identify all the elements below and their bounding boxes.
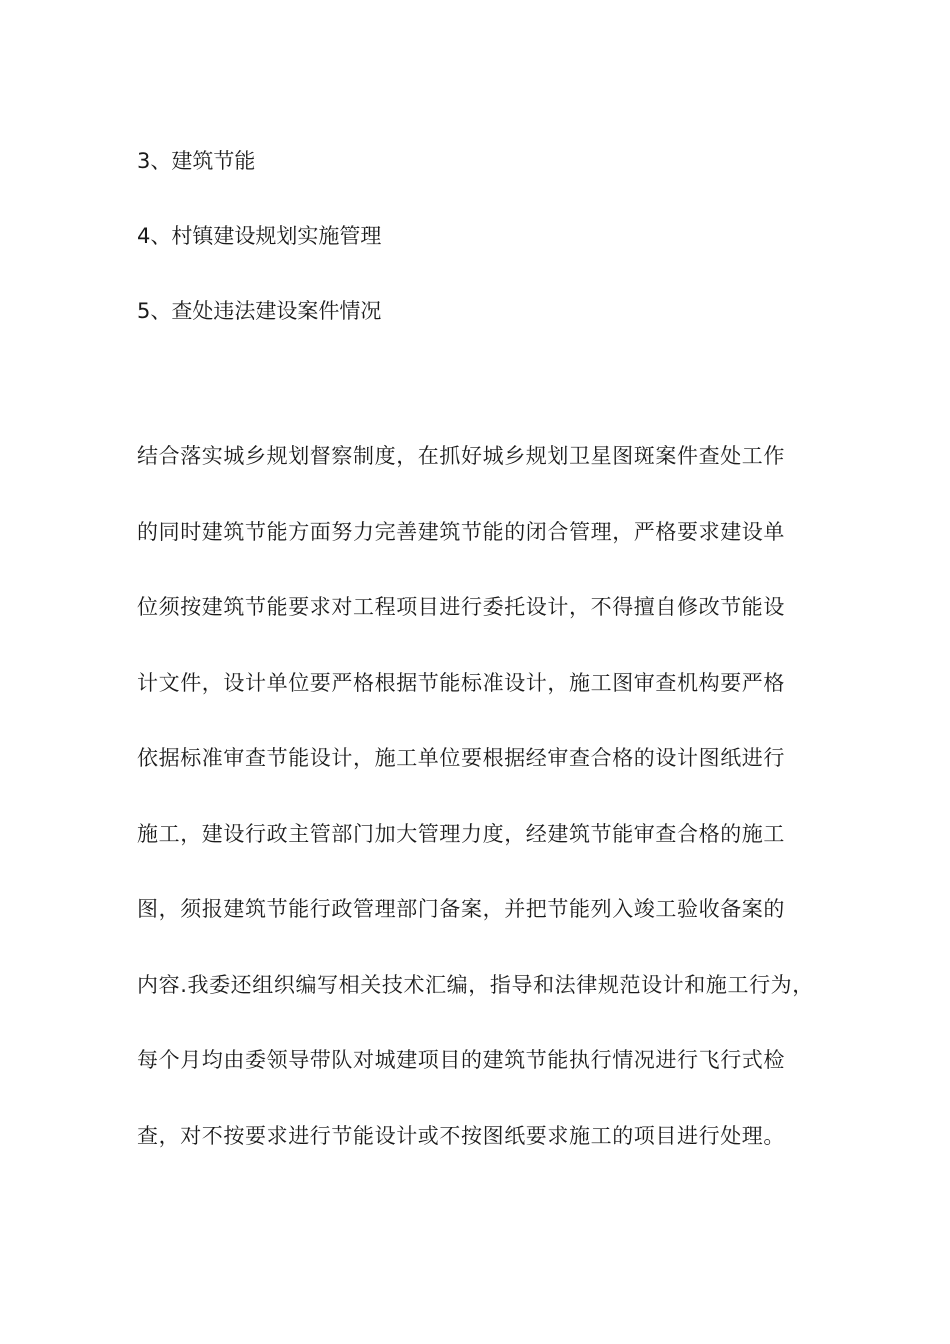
section-list (137, 140, 837, 365)
paragraph-line: 施工，建设行政主管部门加大管理力度，经建筑节能审查合格的施工 (137, 821, 785, 846)
list-item: 4、村镇建设规划实施管理 (137, 224, 382, 248)
paragraph-line: 每个月均由委领导带队对城建项目的建筑节能执行情况进行飞行式检 (137, 1048, 785, 1072)
paragraph-line: 的同时建筑节能方面努力完善建筑节能的闭合管理，严格要求建设单 (137, 519, 785, 544)
list-item: 3、建筑节能 (137, 149, 256, 173)
paragraph-line: 位须按建筑节能要求对工程项目进行委托设计，不得擅自修改节能设 (137, 595, 785, 619)
paragraph-line: 内容.我委还组织编写相关技术汇编，指导和法律规范设计和施工行为， (137, 972, 814, 997)
paragraph-line: 计文件，设计单位要严格根据节能标准设计，施工图审查机构要严格 (137, 670, 785, 695)
body-paragraph (137, 436, 827, 1191)
paragraph-line: 图，须报建筑节能行政管理部门备案，并把节能列入竣工验收备案的 (137, 897, 785, 921)
list-item: 5、查处违法建设案件情况 (137, 299, 382, 323)
paragraph-line: 依据标准审查节能设计，施工单位要根据经审查合格的设计图纸进行 (137, 746, 785, 770)
paragraph-line: 查，对不按要求进行节能设计或不按图纸要求施工的项目进行处理。 (137, 1123, 785, 1148)
paragraph-line: 结合落实城乡规划督察制度，在抓好城乡规划卫星图斑案件查处工作 (137, 444, 785, 468)
